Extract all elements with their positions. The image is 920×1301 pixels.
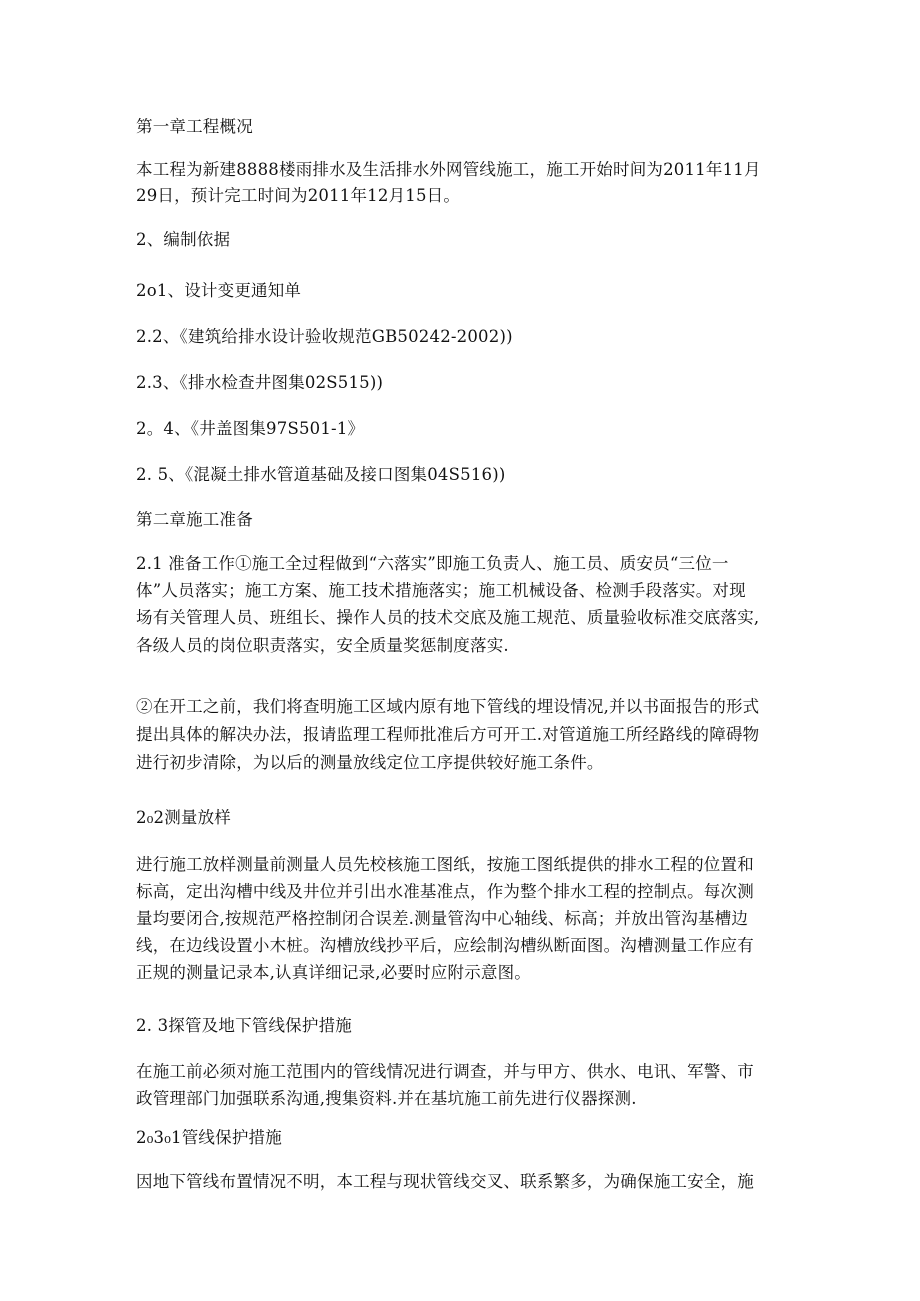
survey-line-3: 量均要闭合,按规范严格控制闭合误差.测量管沟中心轴线、标高；并放出管沟基槽边 [136, 909, 749, 928]
pipeline-survey-line-1: 在施工前必须对施工范围内的管线情况进行调查，并与甲方、供水、电讯、军警、市 [136, 1062, 754, 1081]
survey-line-1: 进行施工放样测量前测量人员先校核施工图纸，按施工图纸提供的排水工程的位置和 [136, 855, 754, 874]
overview-paragraph-line-1: 本工程为新建8888楼雨排水及生活排水外网管线施工，施工开始时间为2011年11月 [136, 160, 761, 179]
survey-line-5: 正规的测量记录本,认真详细记录,必要时应附示意图。 [136, 963, 531, 982]
pre-construction-line-1: ②在开工之前，我们将查明施工区域内原有地下管线的埋设情况,并以书面报告的形式 [136, 697, 760, 716]
prep-work-line-1: 2.1 准备工作①施工全过程做到“六落实”即施工负责人、施工员、质安员“三位一 [136, 554, 729, 573]
prep-work-line-3: 场有关管理人员、班组长、操作人员的技术交底及施工规范、质量验收标准交底落实, [136, 608, 760, 627]
basis-item-2-2: 2.2、《建筑给排水设计验收规范GB50242-2002)) [136, 327, 513, 346]
prep-work-line-4: 各级人员的岗位职责落实，安全质量奖惩制度落实. [136, 636, 509, 655]
chapter-2-heading: 第二章施工准备 [136, 510, 253, 529]
basis-item-2-5: 2. 5、《混凝土排水管道基础及接口图集04S516)) [136, 465, 506, 484]
pipeline-protection-line-1: 因地下管线布置情况不明，本工程与现状管线交叉、联系繁多，为确保施工安全，施 [136, 1172, 754, 1191]
survey-line-4: 线，在边线设置小木桩。沟槽放线抄平后，应绘制沟槽纵断面图。沟槽测量工作应有 [136, 936, 754, 955]
chapter-1-heading: 第一章工程概况 [136, 117, 253, 136]
pre-construction-line-3: 进行初步清除，为以后的测量放线定位工序提供较好施工条件。 [136, 753, 604, 772]
basis-item-2-3: 2.3、《排水检查井图集02S515)) [136, 373, 384, 392]
section-2-heading: 2、编制依据 [136, 230, 231, 249]
basis-item-2-4: 2。4、《井盖图集97S501-1》 [136, 419, 365, 438]
prep-work-line-2: 体”人员落实；施工方案、施工技术措施落实；施工机械设备、检测手段落实。对现 [136, 581, 746, 600]
pipeline-survey-line-2: 政管理部门加强联系沟通,搜集资料.并在基坑施工前先进行仪器探测. [136, 1089, 637, 1108]
survey-line-2: 标高，定出沟槽中线及井位并引出水准基准点，作为整个排水工程的控制点。每次测 [136, 882, 754, 901]
section-2-3-heading: 2. 3探管及地下管线保护措施 [136, 1016, 352, 1035]
basis-item-2-1: 2o1、设计变更通知单 [136, 281, 302, 300]
pre-construction-line-2: 提出具体的解决办法，报请监理工程师批准后方可开工.对管道施工所经路线的障碍物 [136, 725, 760, 744]
overview-paragraph-line-2: 29日，预计完工时间为2011年12月15日。 [136, 186, 461, 205]
section-2-2-heading: 2₀2测量放样 [136, 808, 232, 827]
section-2-3-1-heading: 2₀3₀1管线保护措施 [136, 1128, 282, 1147]
